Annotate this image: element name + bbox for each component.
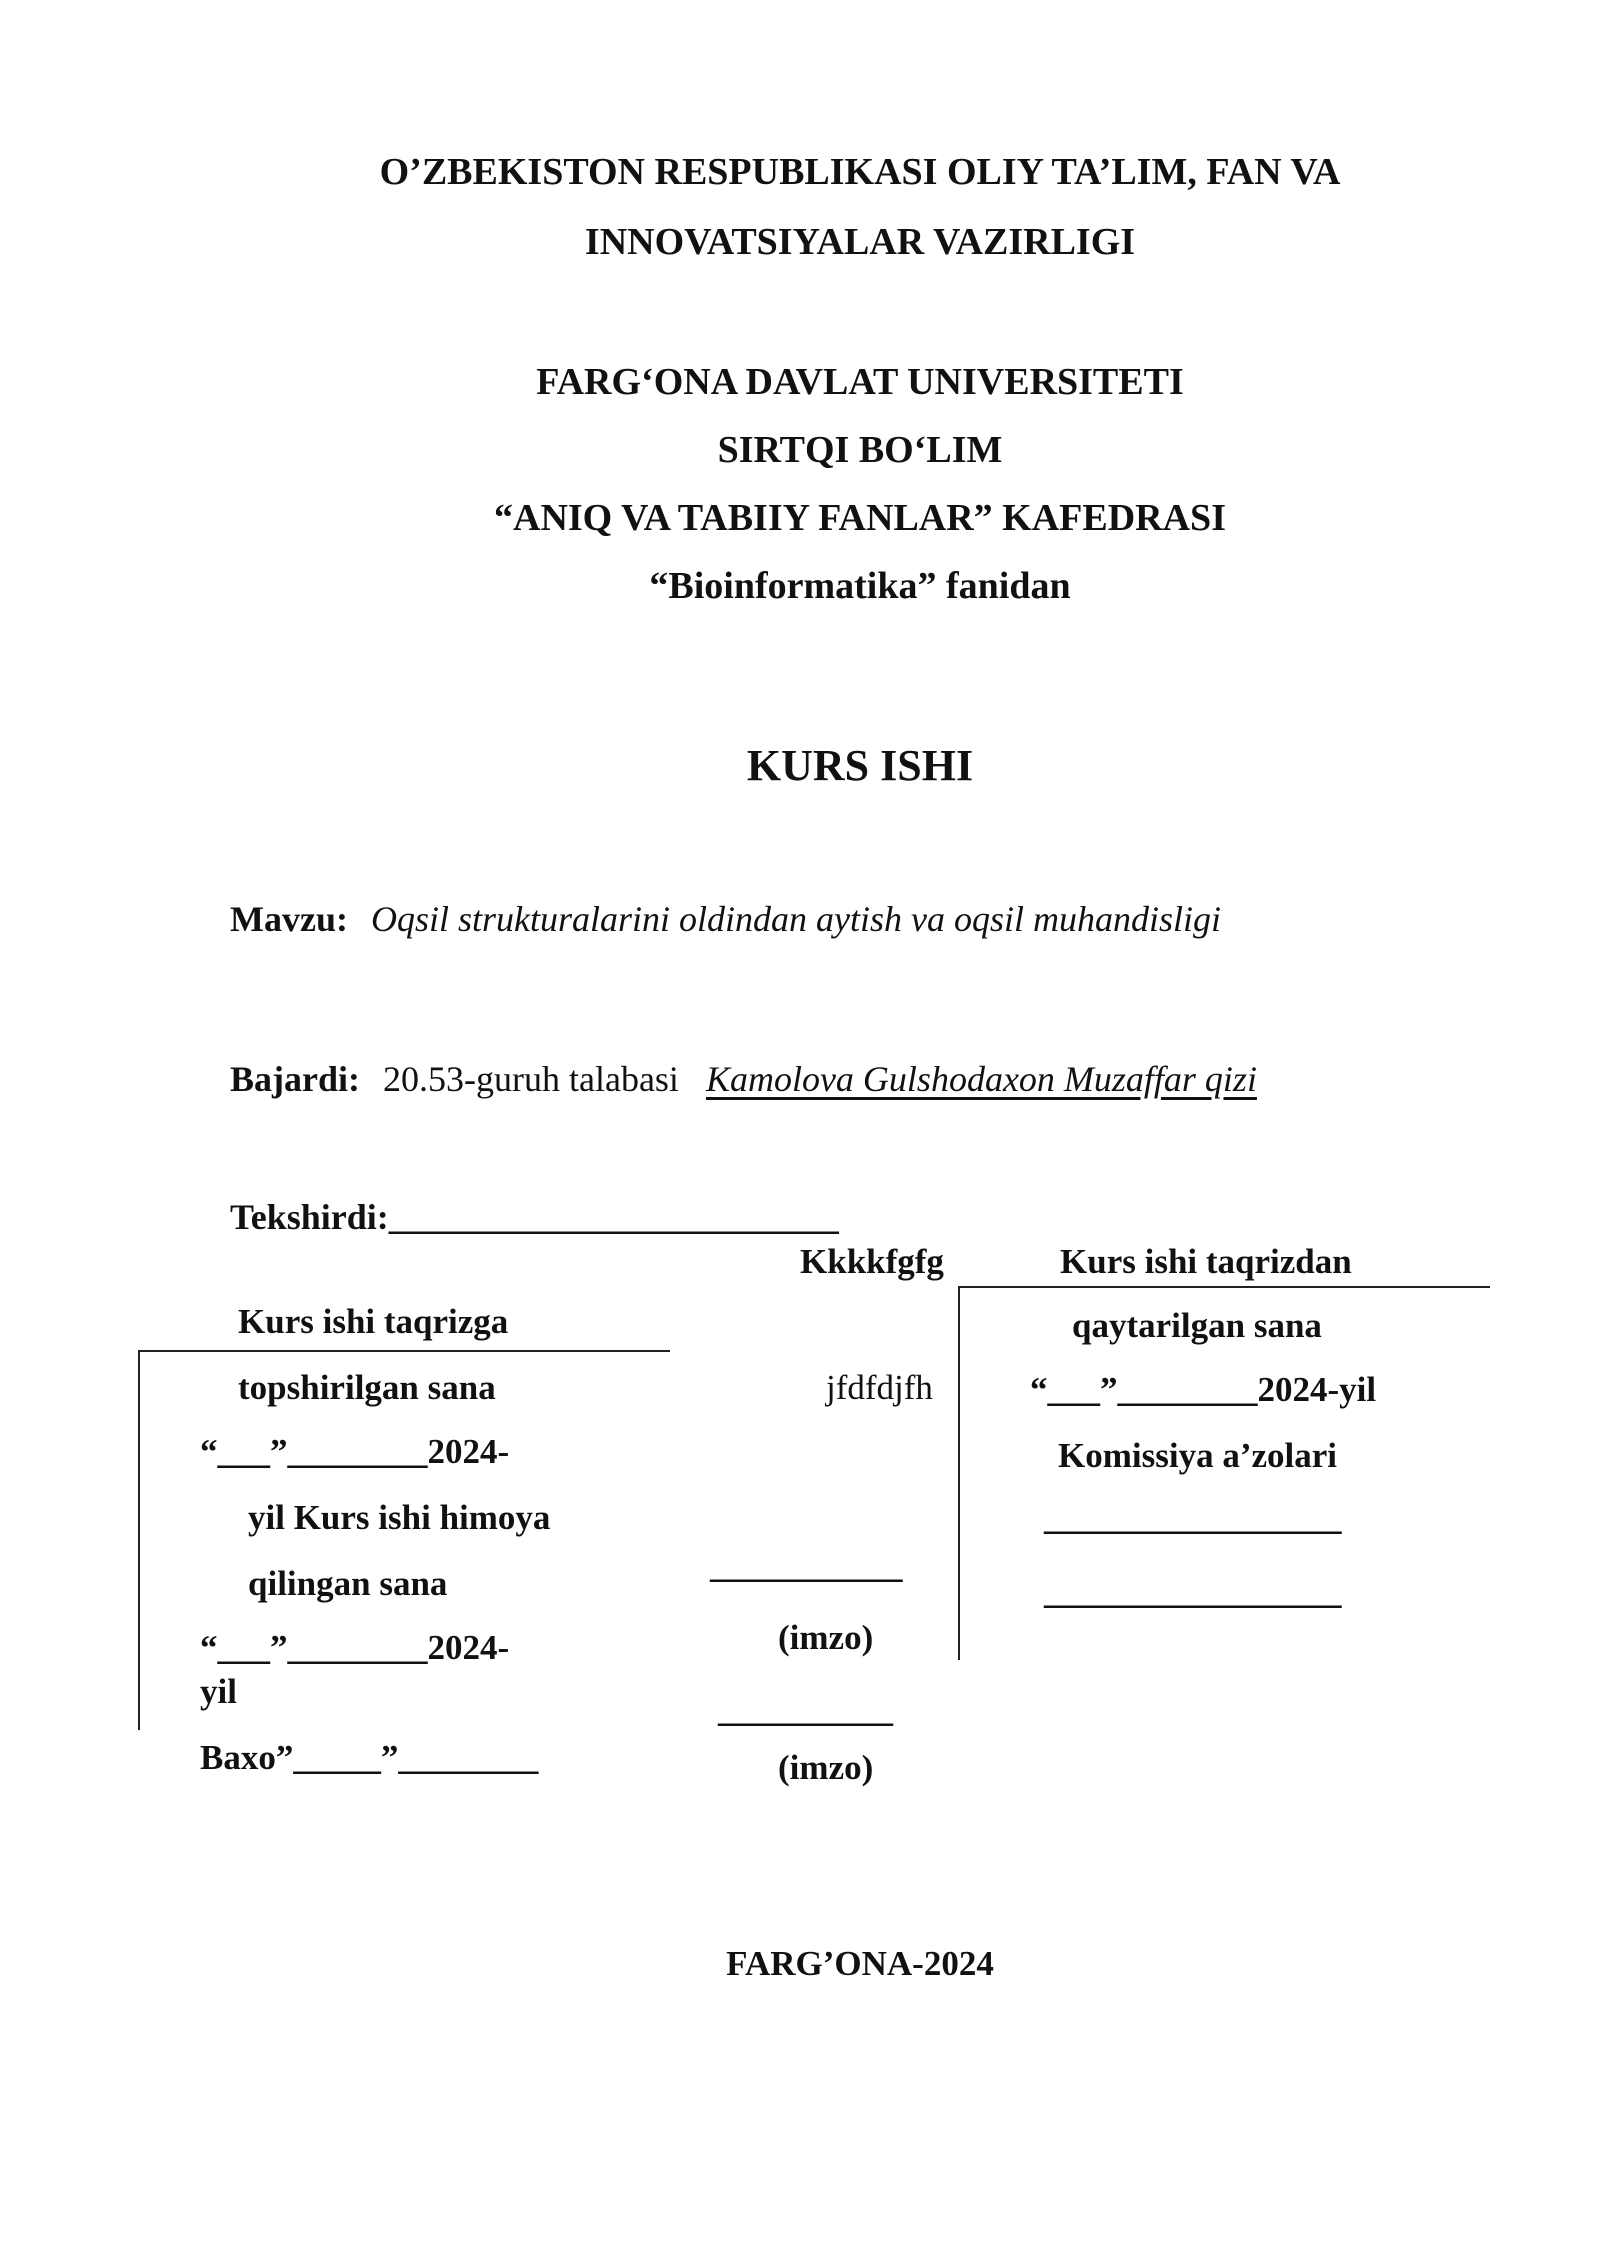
ministry-line-2: INNOVATSIYALAR VAZIRLIGI [584, 221, 1136, 263]
right-line-4: Komissiya a’zolari [1058, 1436, 1337, 1475]
middle-note: jfdfdjfh [826, 1368, 933, 1407]
signature-label-1: (imzo) [778, 1618, 874, 1657]
topic-value: Oqsil strukturalarini oldindan aytish va oqsil muhandisligi [370, 899, 1222, 939]
topic-label: Mavzu: [230, 899, 348, 939]
right-line-5: _________________ [1044, 1498, 1342, 1537]
left-line-7: yil [200, 1672, 237, 1711]
topic-row [230, 898, 1221, 940]
performer-group: 20.53-guruh talabasi [383, 1059, 679, 1099]
department-name: “ANIQ VA TABIIY FANLAR” KAFEDRASI [494, 497, 1226, 539]
document-title: KURS ISHI [746, 741, 974, 790]
division-name: SIRTQI BO‘LIM [717, 429, 1003, 471]
middle-heading: Kkkkfgfg [800, 1242, 944, 1281]
performer-row [230, 1058, 1257, 1100]
left-line-5: qilingan sana [248, 1564, 448, 1603]
left-top-rule [138, 1350, 670, 1352]
university-name: FARG‘ONA DAVLAT UNIVERSITETI [536, 361, 1184, 403]
right-top-rule [958, 1286, 1490, 1288]
left-line-6: “___”________2024- [200, 1628, 510, 1667]
signature-label-2: (imzo) [778, 1748, 874, 1787]
left-line-1: Kurs ishi taqrizga [238, 1302, 509, 1341]
right-line-6: _________________ [1044, 1572, 1342, 1611]
left-line-2: topshirilgan sana [238, 1368, 496, 1407]
subject-line: “Bioinformatika” fanidan [649, 565, 1071, 607]
signature-line-2: __________ [718, 1690, 893, 1729]
right-line-3: “___”________2024-yil [1030, 1370, 1377, 1409]
checker-row: Tekshirdi:_________________________ [230, 1197, 839, 1237]
footer-city-year: FARG’ONA-2024 [726, 1944, 994, 1983]
performer-name: Kamolova Gulshodaxon Muzaffar qizi [705, 1059, 1257, 1099]
right-line-2: qaytarilgan sana [1072, 1306, 1322, 1345]
ministry-line-1: O’ZBEKISTON RESPUBLIKASI OLIY TA’LIM, FAN VA [379, 151, 1341, 193]
right-line-1: Kurs ishi taqrizdan [1060, 1242, 1352, 1281]
left-vertical-rule [138, 1350, 140, 1730]
signature-line-1: ___________ [710, 1546, 903, 1585]
left-line-4: yil Kurs ishi himoya [248, 1498, 551, 1537]
left-line-3: “___”________2024- [200, 1432, 510, 1471]
performer-label: Bajardi: [230, 1059, 360, 1099]
right-vertical-rule [958, 1286, 960, 1660]
left-line-8: Baxo”_____”________ [200, 1738, 539, 1777]
